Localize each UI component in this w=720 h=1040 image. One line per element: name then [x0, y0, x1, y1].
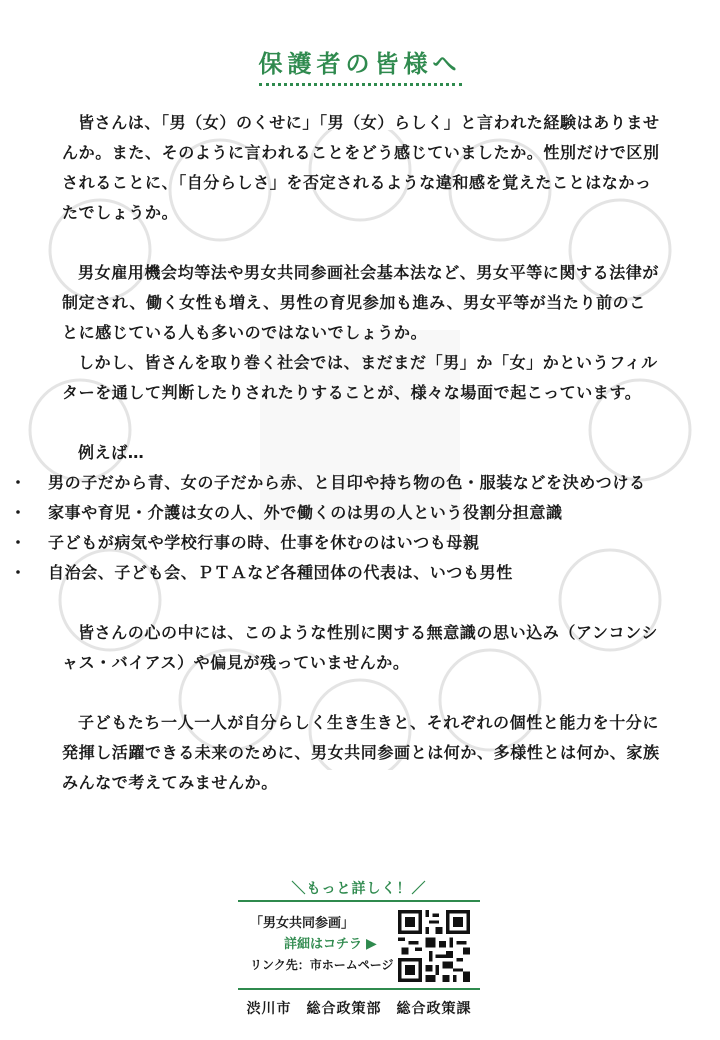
details-label: 詳細はコチラ	[284, 937, 363, 952]
main-content	[10, 108, 662, 798]
bullet-marker: ・	[10, 533, 27, 552]
page-title-wrap	[0, 44, 720, 86]
paragraph-5: 子どもたち一人一人が自分らしく生き生きと、それぞれの個性と能力を十分に発揮し活躍できる未来のために、男女共同参画とは何か、多様性とは何か、家族みんなで考えてみませんか。	[62, 713, 660, 792]
examples-list	[10, 468, 662, 588]
list-item-text: 男の子だから青、女の子だから赤、と目印や持ち物の色・服装などを決めつける	[48, 473, 646, 492]
bullet-marker: ・	[10, 473, 27, 492]
play-arrow-icon: ▶	[366, 936, 377, 952]
examples-intro: 例えば…	[78, 443, 145, 462]
link-info-box[interactable]	[238, 902, 480, 988]
topic-label: 「男女共同参画」	[250, 916, 355, 931]
page-title: 保護者の皆様へ	[259, 44, 462, 86]
bullet-marker: ・	[10, 503, 27, 522]
list-item-text: 自治会、子ども会、ＰＴＡなど各種団体の代表は、いつも男性	[48, 563, 513, 582]
paragraph-4: 皆さんの心の中には、このような性別に関する無意識の思い込み（アンコンシャス・バイアス）や偏見が残っていませんか。	[62, 623, 658, 672]
list-item	[10, 558, 662, 588]
link-info-text	[250, 914, 394, 975]
list-item-text: 子どもが病気や学校行事の時、仕事を休むのはいつも母親	[48, 533, 480, 552]
paragraph-1: 皆さんは、「男（女）のくせに」「男（女）らしく」と言われた経験はありませんか。また、そのように言われることをどう感じていましたか。性別だけで区別されることに、「自分らしさ」を否定されるような違和感を覚えたことはなかったでしょうか。	[62, 113, 660, 222]
list-item	[10, 528, 662, 558]
paragraph-3: しかし、皆さんを取り巻く社会では、まだまだ「男」か「女」かというフィルターを通して判断したりされたりすることが、様々な場面で起こっています。	[62, 353, 658, 402]
link-destination-label: リンク先：市ホームページ	[250, 958, 394, 972]
more-details-label: ＼もっと詳しく！／	[291, 881, 427, 897]
bullet-marker: ・	[10, 563, 27, 582]
list-item-text: 家事や育児・介護は女の人、外で働くのは男の人という役割分担意識	[48, 503, 563, 522]
paragraph-2: 男女雇用機会均等法や男女共同参画社会基本法など、男女平等に関する法律が制定され、働く女性も増え、男性の育児参加も進み、男女平等が当たり前のことに感じている人も多いのではないでしょうか。	[62, 263, 660, 342]
list-item	[10, 468, 662, 498]
qr-code[interactable]	[398, 910, 470, 982]
list-item	[10, 498, 662, 528]
footer-info	[238, 878, 480, 1018]
department-name: 渋川市 総合政策部 総合政策課	[246, 1001, 472, 1017]
